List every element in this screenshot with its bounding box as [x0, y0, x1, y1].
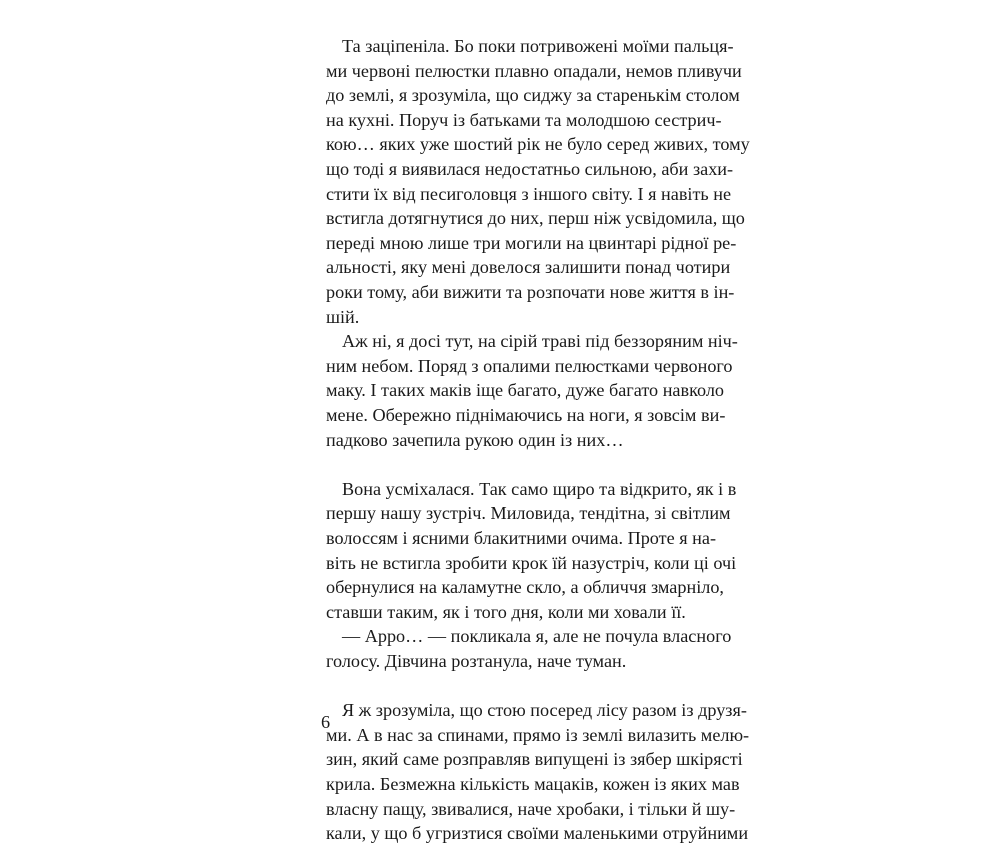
text-line: падково зачепила рукою один із них… [326, 429, 624, 450]
text-line: ми. А в нас за спинами, прямо із землі вилазить мелю- [326, 724, 750, 745]
text-line: переді мною лише три могили на цвинтарі рідної ре- [326, 232, 737, 253]
text-line: першу нашу зустріч. Миловида, тендітна, зі світлим [326, 503, 731, 524]
text-line: — Арро… — покликала я, але не почула власного [342, 626, 732, 647]
text-line: кою… яких уже шостий рік не було серед живих, тому [326, 134, 750, 155]
text-line: Я ж зрозуміла, що стою посеред лісу разом із друзя- [342, 700, 747, 721]
text-line: шій. [326, 306, 360, 327]
text-line: Вона усміхалася. Так само щиро та відкрито, як і в [342, 478, 737, 499]
text-line: ми червоні пелюстки плавно опадали, немов пливучи [326, 60, 742, 81]
text-line: стити їх від песиголовця з іншого світу. І я навіть не [326, 183, 732, 204]
text-line: мене. Обережно піднімаючись на ноги, я зовсім ви- [326, 405, 726, 425]
text-line: волоссям і ясними блакитними очима. Проте я на- [326, 528, 717, 548]
text-line: власну пащу, звивалися, наче хробаки, і тільки й шу- [326, 798, 736, 819]
text-line: роки тому, аби вижити та розпочати нове життя в ін- [326, 282, 735, 302]
text-line: встигла дотягнутися до них, перш ніж усвідомила, що [326, 208, 745, 229]
text-line: до землі, я зрозуміла, що сиджу за старенькім столом [326, 85, 740, 106]
text-line: обернулися на каламутне скло, а обличчя змарніло, [326, 577, 724, 598]
text-line: що тоді я виявилася недостатньо сильною, аби захи- [326, 159, 734, 179]
text-line: на кухні. Поруч із батьками та молодшою сестрич- [326, 109, 722, 130]
text-line: альності, яку мені довелося залишити понад чотири [326, 257, 731, 278]
text-line: маку. І таких маків іще багато, дуже багато навколо [326, 380, 725, 401]
text-line: голосу. Дівчина розтанула, наче туман. [326, 651, 627, 671]
text-line: крила. Безмежна кількість мацаків, кожен із яких мав [326, 774, 740, 794]
page-number: 6 [321, 712, 331, 732]
text-line: ним небом. Поряд з опалими пелюстками червоного [326, 355, 733, 376]
text-line: ставши таким, як і того дня, коли ми ховали її. [326, 601, 686, 622]
text-line: віть не встигла зробити крок їй назустріч, коли ці очі [326, 552, 737, 573]
text-line: зин, який саме розправляв випущені із зябер шкірясті [326, 749, 743, 770]
text-line: Та заціпеніла. Бо поки потривожені моїми пальця- [342, 36, 734, 56]
text-line: кали, у що б угризтися своїми маленькими отруйними [326, 823, 749, 844]
text-line: Аж ні, я досі тут, на сірій траві під беззоряним ніч- [342, 331, 738, 352]
